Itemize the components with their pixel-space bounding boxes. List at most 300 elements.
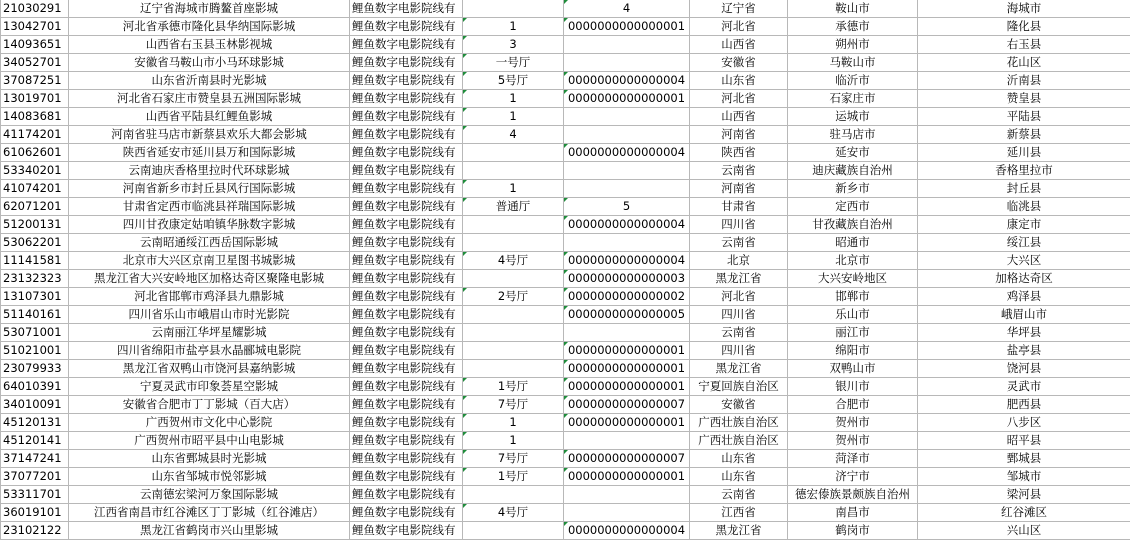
cinema-code-cell[interactable]: 45120131 <box>1 414 69 432</box>
hall-cell[interactable]: 1 <box>463 18 564 36</box>
cinema-code-cell[interactable]: 21030291 <box>1 0 69 18</box>
company-cell[interactable]: 鲤鱼数字电影院线有 <box>350 72 463 90</box>
number-cell[interactable] <box>564 180 690 198</box>
cinema-name-cell[interactable]: 山西省右玉县玉林影视城 <box>69 36 350 54</box>
text-number-indicator-icon <box>463 432 467 436</box>
district-cell[interactable]: 鸡泽县 <box>918 288 1130 306</box>
cinema-code-cell[interactable]: 23132323 <box>1 270 69 288</box>
company-cell[interactable]: 鲤鱼数字电影院线有 <box>350 522 463 540</box>
number-cell[interactable]: 0000000000000001 <box>564 360 690 378</box>
hall-cell[interactable] <box>463 0 564 18</box>
city-cell[interactable]: 南昌市 <box>788 504 918 522</box>
company-cell[interactable]: 鲤鱼数字电影院线有 <box>350 36 463 54</box>
cinema-name-cell[interactable]: 山东省沂南县时光影城 <box>69 72 350 90</box>
cinema-name-cell[interactable]: 河北省承德市隆化县华纳国际影城 <box>69 18 350 36</box>
cinema-name-cell[interactable]: 四川省乐山市峨眉山市时光影院 <box>69 306 350 324</box>
hall-cell[interactable]: 1 <box>463 108 564 126</box>
text-number-indicator-icon <box>564 216 568 220</box>
text-number-indicator-icon <box>463 378 467 382</box>
city-cell[interactable]: 邯郸市 <box>788 288 918 306</box>
text-number-indicator-icon <box>564 450 568 454</box>
hall-cell[interactable] <box>463 144 564 162</box>
province-cell[interactable]: 云南省 <box>690 324 788 342</box>
province-cell[interactable]: 四川省 <box>690 306 788 324</box>
city-cell[interactable]: 菏泽市 <box>788 450 918 468</box>
text-number-indicator-icon <box>564 342 568 346</box>
table-row <box>1 306 1130 324</box>
table-row <box>1 180 1130 198</box>
province-cell[interactable]: 安徽省 <box>690 54 788 72</box>
city-cell[interactable]: 北京市 <box>788 252 918 270</box>
province-cell[interactable]: 北京 <box>690 252 788 270</box>
company-cell[interactable]: 鲤鱼数字电影院线有 <box>350 0 463 18</box>
table-row <box>1 36 1130 54</box>
city-cell[interactable]: 新乡市 <box>788 180 918 198</box>
hall-cell[interactable]: 1 <box>463 414 564 432</box>
province-cell[interactable]: 河南省 <box>690 126 788 144</box>
cinema-name-cell[interactable]: 河南省新乡市封丘县风行国际影城 <box>69 180 350 198</box>
city-cell[interactable]: 临沂市 <box>788 72 918 90</box>
hall-cell[interactable] <box>463 486 564 504</box>
province-cell[interactable]: 黑龙江省 <box>690 360 788 378</box>
text-number-indicator-icon <box>463 18 467 22</box>
city-cell[interactable]: 迪庆藏族自治州 <box>788 162 918 180</box>
number-cell[interactable] <box>564 324 690 342</box>
text-number-indicator-icon <box>564 522 568 526</box>
company-cell[interactable]: 鲤鱼数字电影院线有 <box>350 414 463 432</box>
cinema-name-cell[interactable]: 黑龙江省鹤岗市兴山里影城 <box>69 522 350 540</box>
number-cell[interactable]: 0000000000000001 <box>564 342 690 360</box>
city-cell[interactable]: 马鞍山市 <box>788 54 918 72</box>
province-cell[interactable]: 山西省 <box>690 108 788 126</box>
city-cell[interactable]: 丽江市 <box>788 324 918 342</box>
hall-cell[interactable] <box>463 162 564 180</box>
table-row <box>1 450 1130 468</box>
district-cell[interactable]: 灵武市 <box>918 378 1130 396</box>
city-cell[interactable]: 绵阳市 <box>788 342 918 360</box>
district-cell[interactable]: 赞皇县 <box>918 90 1130 108</box>
hall-cell[interactable] <box>463 360 564 378</box>
text-number-indicator-icon <box>463 288 467 292</box>
district-cell[interactable]: 康定市 <box>918 216 1130 234</box>
cinema-name-cell[interactable]: 宁夏灵武市印象荟星空影城 <box>69 378 350 396</box>
cinema-name-cell[interactable]: 山东省邹城市悦邻影城 <box>69 468 350 486</box>
text-number-indicator-icon <box>463 504 467 508</box>
city-cell[interactable]: 延安市 <box>788 144 918 162</box>
province-cell[interactable]: 黑龙江省 <box>690 522 788 540</box>
company-cell[interactable]: 鲤鱼数字电影院线有 <box>350 378 463 396</box>
company-cell[interactable]: 鲤鱼数字电影院线有 <box>350 450 463 468</box>
table-row <box>1 378 1130 396</box>
text-number-indicator-icon <box>564 270 568 274</box>
text-number-indicator-icon <box>463 414 467 418</box>
number-cell[interactable]: 0000000000000001 <box>564 90 690 108</box>
district-cell[interactable]: 昭平县 <box>918 432 1130 450</box>
province-cell[interactable]: 辽宁省 <box>690 0 788 18</box>
hall-cell[interactable]: 7号厅 <box>463 450 564 468</box>
hall-cell[interactable]: 1 <box>463 90 564 108</box>
city-cell[interactable]: 乐山市 <box>788 306 918 324</box>
table-row <box>1 270 1130 288</box>
cinema-name-cell[interactable]: 河南省驻马店市新蔡县欢乐大都会影城 <box>69 126 350 144</box>
table-row <box>1 432 1130 450</box>
province-cell[interactable]: 广西壮族自治区 <box>690 432 788 450</box>
number-cell[interactable] <box>564 432 690 450</box>
company-cell[interactable]: 鲤鱼数字电影院线有 <box>350 486 463 504</box>
company-cell[interactable]: 鲤鱼数字电影院线有 <box>350 216 463 234</box>
number-cell[interactable] <box>564 234 690 252</box>
company-cell[interactable]: 鲤鱼数字电影院线有 <box>350 90 463 108</box>
cinema-code-cell[interactable]: 23102122 <box>1 522 69 540</box>
company-cell[interactable]: 鲤鱼数字电影院线有 <box>350 306 463 324</box>
number-cell[interactable]: 0000000000000002 <box>564 288 690 306</box>
company-cell[interactable]: 鲤鱼数字电影院线有 <box>350 108 463 126</box>
number-cell[interactable] <box>564 126 690 144</box>
hall-cell[interactable]: 1号厅 <box>463 468 564 486</box>
hall-cell[interactable] <box>463 234 564 252</box>
province-cell[interactable]: 广西壮族自治区 <box>690 414 788 432</box>
cinema-code-cell[interactable]: 51140161 <box>1 306 69 324</box>
text-number-indicator-icon <box>463 36 467 40</box>
province-cell[interactable]: 山东省 <box>690 468 788 486</box>
cinema-code-cell[interactable]: 51200131 <box>1 216 69 234</box>
cinema-name-cell[interactable]: 黑龙江省大兴安岭地区加格达奇区聚隆电影城 <box>69 270 350 288</box>
company-cell[interactable]: 鲤鱼数字电影院线有 <box>350 396 463 414</box>
district-cell[interactable]: 绥江县 <box>918 234 1130 252</box>
province-cell[interactable]: 山东省 <box>690 72 788 90</box>
cinema-name-cell[interactable]: 云南德宏梁河万象国际影城 <box>69 486 350 504</box>
hall-cell[interactable]: 一号厅 <box>463 54 564 72</box>
number-cell[interactable]: 0000000000000005 <box>564 306 690 324</box>
company-cell[interactable]: 鲤鱼数字电影院线有 <box>350 504 463 522</box>
city-cell[interactable]: 鞍山市 <box>788 0 918 18</box>
cinema-name-cell[interactable]: 安徽省马鞍山市小马环球影城 <box>69 54 350 72</box>
table-row <box>1 252 1130 270</box>
number-cell[interactable]: 0000000000000007 <box>564 450 690 468</box>
cinema-code-cell[interactable]: 13107301 <box>1 288 69 306</box>
hall-cell[interactable] <box>463 522 564 540</box>
cinema-code-cell[interactable]: 37147241 <box>1 450 69 468</box>
district-cell[interactable]: 红谷滩区 <box>918 504 1130 522</box>
text-number-indicator-icon <box>564 144 568 148</box>
number-cell[interactable]: 0000000000000007 <box>564 396 690 414</box>
cinema-code-cell[interactable]: 45120141 <box>1 432 69 450</box>
table-row <box>1 504 1130 522</box>
city-cell[interactable]: 昭通市 <box>788 234 918 252</box>
cinema-code-cell[interactable]: 37077201 <box>1 468 69 486</box>
company-cell[interactable]: 鲤鱼数字电影院线有 <box>350 162 463 180</box>
table-body <box>1 0 1130 540</box>
company-cell[interactable]: 鲤鱼数字电影院线有 <box>350 54 463 72</box>
hall-cell[interactable] <box>463 306 564 324</box>
cinema-name-cell[interactable]: 云南迪庆香格里拉时代环球影城 <box>69 162 350 180</box>
district-cell[interactable]: 邹城市 <box>918 468 1130 486</box>
cinema-name-cell[interactable]: 云南丽江华坪星耀影城 <box>69 324 350 342</box>
city-cell[interactable]: 大兴安岭地区 <box>788 270 918 288</box>
city-cell[interactable]: 甘孜藏族自治州 <box>788 216 918 234</box>
cinema-code-cell[interactable]: 36019101 <box>1 504 69 522</box>
table-row <box>1 162 1130 180</box>
district-cell[interactable]: 峨眉山市 <box>918 306 1130 324</box>
province-cell[interactable]: 河南省 <box>690 180 788 198</box>
city-cell[interactable]: 驻马店市 <box>788 126 918 144</box>
table-row <box>1 216 1130 234</box>
table-row <box>1 0 1130 18</box>
district-cell[interactable]: 盐亭县 <box>918 342 1130 360</box>
district-cell[interactable]: 沂南县 <box>918 72 1130 90</box>
table-row <box>1 396 1130 414</box>
city-cell[interactable]: 贺州市 <box>788 414 918 432</box>
number-cell[interactable]: 5 <box>564 198 690 216</box>
hall-cell[interactable]: 7号厅 <box>463 396 564 414</box>
hall-cell[interactable] <box>463 270 564 288</box>
city-cell[interactable]: 石家庄市 <box>788 90 918 108</box>
table-row <box>1 414 1130 432</box>
company-cell[interactable]: 鲤鱼数字电影院线有 <box>350 432 463 450</box>
cinema-code-cell[interactable]: 53062201 <box>1 234 69 252</box>
company-cell[interactable]: 鲤鱼数字电影院线有 <box>350 18 463 36</box>
hall-cell[interactable]: 4 <box>463 126 564 144</box>
city-cell[interactable]: 德宏傣族景颇族自治州 <box>788 486 918 504</box>
district-cell[interactable]: 平陆县 <box>918 108 1130 126</box>
district-cell[interactable]: 加格达奇区 <box>918 270 1130 288</box>
district-cell[interactable]: 华坪县 <box>918 324 1130 342</box>
cinema-name-cell[interactable]: 山西省平陆县红鲤鱼影城 <box>69 108 350 126</box>
city-cell[interactable]: 合肥市 <box>788 396 918 414</box>
cinema-code-cell[interactable]: 53071001 <box>1 324 69 342</box>
cinema-code-cell[interactable]: 53311701 <box>1 486 69 504</box>
cinema-code-cell[interactable]: 13019701 <box>1 90 69 108</box>
district-cell[interactable]: 海城市 <box>918 0 1130 18</box>
city-cell[interactable]: 定西市 <box>788 198 918 216</box>
hall-cell[interactable]: 5号厅 <box>463 72 564 90</box>
text-number-indicator-icon <box>463 126 467 130</box>
cinema-code-cell[interactable]: 34010091 <box>1 396 69 414</box>
number-cell[interactable]: 0000000000000001 <box>564 18 690 36</box>
province-cell[interactable]: 河北省 <box>690 90 788 108</box>
cinema-name-cell[interactable]: 陕西省延安市延川县万和国际影城 <box>69 144 350 162</box>
cinema-name-cell[interactable]: 河北省邯郸市鸡泽县九鼎影城 <box>69 288 350 306</box>
cinema-code-cell[interactable]: 11141581 <box>1 252 69 270</box>
cinema-code-cell[interactable]: 41074201 <box>1 180 69 198</box>
company-cell[interactable]: 鲤鱼数字电影院线有 <box>350 234 463 252</box>
table-row <box>1 522 1130 540</box>
table-row <box>1 288 1130 306</box>
number-cell[interactable] <box>564 486 690 504</box>
city-cell[interactable]: 济宁市 <box>788 468 918 486</box>
hall-cell[interactable]: 2号厅 <box>463 288 564 306</box>
table-row <box>1 234 1130 252</box>
text-number-indicator-icon <box>463 72 467 76</box>
text-number-indicator-icon <box>463 450 467 454</box>
company-cell[interactable]: 鲤鱼数字电影院线有 <box>350 126 463 144</box>
province-cell[interactable]: 陕西省 <box>690 144 788 162</box>
district-cell[interactable]: 新蔡县 <box>918 126 1130 144</box>
cinema-name-cell[interactable]: 四川省绵阳市盐亭县水晶郦城电影院 <box>69 342 350 360</box>
city-cell[interactable]: 贺州市 <box>788 432 918 450</box>
table-row <box>1 360 1130 378</box>
hall-cell[interactable] <box>463 216 564 234</box>
text-number-indicator-icon <box>463 396 467 400</box>
district-cell[interactable]: 梁河县 <box>918 486 1130 504</box>
number-cell[interactable] <box>564 36 690 54</box>
district-cell[interactable]: 右玉县 <box>918 36 1130 54</box>
province-cell[interactable]: 云南省 <box>690 234 788 252</box>
hall-cell[interactable]: 1号厅 <box>463 378 564 396</box>
text-number-indicator-icon <box>463 468 467 472</box>
number-cell[interactable]: 0000000000000004 <box>564 72 690 90</box>
cinema-name-cell[interactable]: 黑龙江省双鸭山市饶河县嘉纳影城 <box>69 360 350 378</box>
text-number-indicator-icon <box>463 108 467 112</box>
company-cell[interactable]: 鲤鱼数字电影院线有 <box>350 198 463 216</box>
cinema-code-cell[interactable]: 14083681 <box>1 108 69 126</box>
company-cell[interactable]: 鲤鱼数字电影院线有 <box>350 180 463 198</box>
number-cell[interactable] <box>564 54 690 72</box>
text-number-indicator-icon <box>564 18 568 22</box>
province-cell[interactable]: 河北省 <box>690 18 788 36</box>
city-cell[interactable]: 运城市 <box>788 108 918 126</box>
hall-cell[interactable]: 1 <box>463 432 564 450</box>
hall-cell[interactable]: 4号厅 <box>463 504 564 522</box>
city-cell[interactable]: 朔州市 <box>788 36 918 54</box>
district-cell[interactable]: 饶河县 <box>918 360 1130 378</box>
district-cell[interactable]: 肥西县 <box>918 396 1130 414</box>
district-cell[interactable]: 八步区 <box>918 414 1130 432</box>
cinema-code-cell[interactable]: 62071201 <box>1 198 69 216</box>
cinema-name-cell[interactable]: 广西贺州市文化中心影院 <box>69 414 350 432</box>
text-number-indicator-icon <box>564 360 568 364</box>
number-cell[interactable]: 0000000000000003 <box>564 270 690 288</box>
text-number-indicator-icon <box>463 180 467 184</box>
text-number-indicator-icon <box>564 288 568 292</box>
number-cell[interactable] <box>564 108 690 126</box>
number-cell[interactable]: 0000000000000001 <box>564 468 690 486</box>
province-cell[interactable]: 河北省 <box>690 288 788 306</box>
text-number-indicator-icon <box>564 306 568 310</box>
district-cell[interactable]: 香格里拉市 <box>918 162 1130 180</box>
district-cell[interactable]: 临洮县 <box>918 198 1130 216</box>
number-cell[interactable]: 0000000000000001 <box>564 414 690 432</box>
province-cell[interactable]: 宁夏回族自治区 <box>690 378 788 396</box>
hall-cell[interactable]: 4号厅 <box>463 252 564 270</box>
text-number-indicator-icon <box>564 72 568 76</box>
cinema-name-cell[interactable]: 山东省鄄城县时光影城 <box>69 450 350 468</box>
cinema-name-cell[interactable]: 安徽省合肥市丁丁影城（百大店） <box>69 396 350 414</box>
province-cell[interactable]: 江西省 <box>690 504 788 522</box>
cinema-code-cell[interactable]: 13042701 <box>1 18 69 36</box>
city-cell[interactable]: 银川市 <box>788 378 918 396</box>
cinema-name-cell[interactable]: 北京市大兴区京南卫星图书城影城 <box>69 252 350 270</box>
text-number-indicator-icon <box>463 54 467 58</box>
table-row <box>1 468 1130 486</box>
hall-cell[interactable]: 1 <box>463 180 564 198</box>
district-cell[interactable]: 鄄城县 <box>918 450 1130 468</box>
cinema-code-cell[interactable]: 53340201 <box>1 162 69 180</box>
city-cell[interactable]: 鹤岗市 <box>788 522 918 540</box>
province-cell[interactable]: 山东省 <box>690 450 788 468</box>
number-cell[interactable]: 0000000000000001 <box>564 378 690 396</box>
cinema-name-cell[interactable]: 四川甘孜康定姑咱镇华脉数字影城 <box>69 216 350 234</box>
number-cell[interactable]: 4 <box>564 0 690 18</box>
company-cell[interactable]: 鲤鱼数字电影院线有 <box>350 144 463 162</box>
province-cell[interactable]: 黑龙江省 <box>690 270 788 288</box>
cinema-name-cell[interactable]: 江西省南昌市红谷滩区丁丁影城（红谷滩店） <box>69 504 350 522</box>
province-cell[interactable]: 安徽省 <box>690 396 788 414</box>
province-cell[interactable]: 云南省 <box>690 486 788 504</box>
company-cell[interactable]: 鲤鱼数字电影院线有 <box>350 270 463 288</box>
province-cell[interactable]: 四川省 <box>690 342 788 360</box>
province-cell[interactable]: 甘肃省 <box>690 198 788 216</box>
table-row <box>1 18 1130 36</box>
cinema-code-cell[interactable]: 14093651 <box>1 36 69 54</box>
text-number-indicator-icon <box>564 396 568 400</box>
city-cell[interactable]: 承德市 <box>788 18 918 36</box>
cinema-name-cell[interactable]: 云南昭通绥江西岳国际影城 <box>69 234 350 252</box>
cinema-code-cell[interactable]: 61062601 <box>1 144 69 162</box>
company-cell[interactable]: 鲤鱼数字电影院线有 <box>350 252 463 270</box>
hall-cell[interactable] <box>463 342 564 360</box>
district-cell[interactable]: 兴山区 <box>918 522 1130 540</box>
cinema-name-cell[interactable]: 河北省石家庄市赞皇县五洲国际影城 <box>69 90 350 108</box>
cinema-code-cell[interactable]: 41174201 <box>1 126 69 144</box>
text-number-indicator-icon <box>564 0 568 4</box>
city-cell[interactable]: 双鸭山市 <box>788 360 918 378</box>
province-cell[interactable]: 山西省 <box>690 36 788 54</box>
district-cell[interactable]: 延川县 <box>918 144 1130 162</box>
company-cell[interactable]: 鲤鱼数字电影院线有 <box>350 360 463 378</box>
hall-cell[interactable]: 普通厅 <box>463 198 564 216</box>
district-cell[interactable]: 花山区 <box>918 54 1130 72</box>
text-number-indicator-icon <box>463 90 467 94</box>
text-number-indicator-icon <box>564 198 568 202</box>
number-cell[interactable]: 0000000000000004 <box>564 522 690 540</box>
district-cell[interactable]: 大兴区 <box>918 252 1130 270</box>
number-cell[interactable]: 0000000000000004 <box>564 144 690 162</box>
company-cell[interactable]: 鲤鱼数字电影院线有 <box>350 468 463 486</box>
number-cell[interactable] <box>564 162 690 180</box>
company-cell[interactable]: 鲤鱼数字电影院线有 <box>350 342 463 360</box>
number-cell[interactable]: 0000000000000004 <box>564 216 690 234</box>
text-number-indicator-icon <box>463 252 467 256</box>
cinema-code-cell[interactable]: 64010391 <box>1 378 69 396</box>
hall-cell[interactable]: 3 <box>463 36 564 54</box>
table-row <box>1 198 1130 216</box>
cinema-name-cell[interactable]: 广西贺州市昭平县中山电影城 <box>69 432 350 450</box>
province-cell[interactable]: 四川省 <box>690 216 788 234</box>
hall-cell[interactable] <box>463 324 564 342</box>
cinema-code-cell[interactable]: 51021001 <box>1 342 69 360</box>
table-row <box>1 90 1130 108</box>
company-cell[interactable]: 鲤鱼数字电影院线有 <box>350 288 463 306</box>
text-number-indicator-icon <box>564 414 568 418</box>
text-number-indicator-icon <box>463 198 467 202</box>
company-cell[interactable]: 鲤鱼数字电影院线有 <box>350 324 463 342</box>
table-row <box>1 486 1130 504</box>
province-cell[interactable]: 云南省 <box>690 162 788 180</box>
number-cell[interactable]: 0000000000000004 <box>564 252 690 270</box>
number-cell[interactable] <box>564 504 690 522</box>
cinema-code-cell[interactable]: 23079933 <box>1 360 69 378</box>
cinema-code-cell[interactable]: 37087251 <box>1 72 69 90</box>
cinema-code-cell[interactable]: 34052701 <box>1 54 69 72</box>
cinema-name-cell[interactable]: 辽宁省海城市腾鳌首座影城 <box>69 0 350 18</box>
table-row <box>1 126 1130 144</box>
district-cell[interactable]: 隆化县 <box>918 18 1130 36</box>
district-cell[interactable]: 封丘县 <box>918 180 1130 198</box>
cinema-name-cell[interactable]: 甘肃省定西市临洮县祥瑞国际影城 <box>69 198 350 216</box>
text-number-indicator-icon <box>564 252 568 256</box>
table-row <box>1 144 1130 162</box>
